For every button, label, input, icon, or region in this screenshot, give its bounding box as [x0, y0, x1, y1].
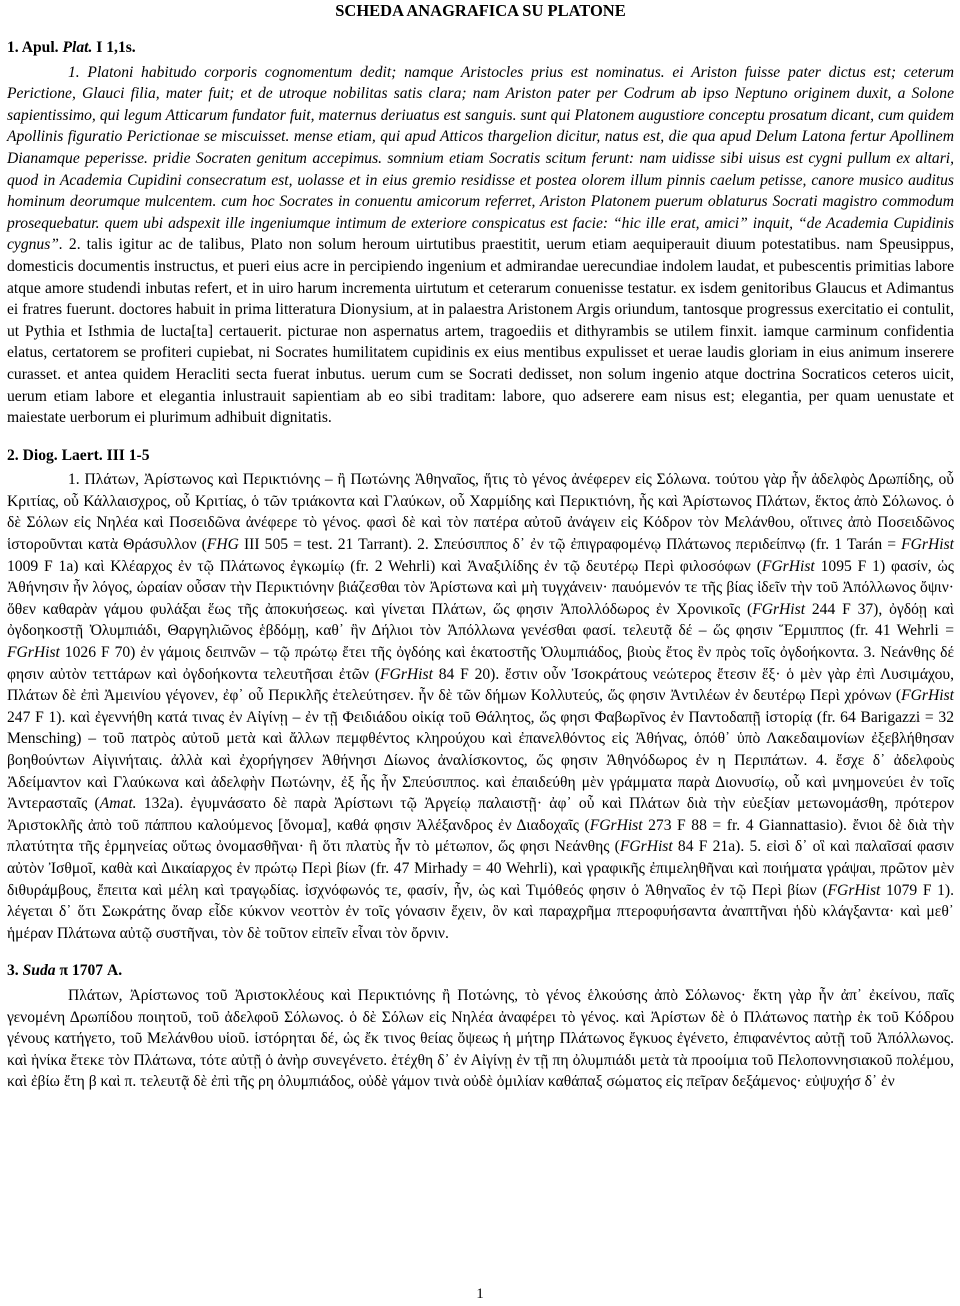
- apuleius-text-part-2: 2. talis igitur ac de talibus, Plato non solum heroum uirtutibus praestitit, uerum etiam aequiperauit diuum potestatibus. nam Speusippus, domesticis documentis instructus, et pueri eius acre in percipiendo ingenium et admirandae uerecundiae indolem laudat, et pubescentis primitias labore atque amore studendi inbutas refert, et in uiro harum incrementa uirtutum et ceterarum conuenisse testatur. ex isdem genitoribus Glaucus et Adimantus ei fratres fuerunt. doctores habuit in prima litteratura Dionysium, at in palaestra Aristonem Argis oriundum, tantosque progressus exercitatio ei contulit, ut Pythia et Isthmia de lucta[ta] certauerit. picturae non aspernatus artem, tragoediis et dithyrambis se utilem finxit. iamque carminum confidentia elatus, certatorem se profiteri cupiebat, ni Socrates humilitatem cupidinis ex eius mentibus expulisset et uerae laudis gloriam in eius animum inserere curasset. et antea quidem Heracliti secta fuerat inbutus. uerum cum se Socrati dedisset, non solum ingenio atque doctrina Socraticos ceteros uicit, uerum etiam labore et elegantia inlustrauit sapientiam ab eo sibi traditam: labore, quo adserere eam nisus est; elegantia, per quam uenustate et maiestate uerborum ei plurimum adhibuit dignitatis.: [7, 236, 954, 427]
- citation-italic: FGrHist: [589, 816, 643, 834]
- citation-italic: FGrHist: [380, 665, 433, 683]
- citation-italic: FHG: [206, 536, 239, 554]
- heading-reference: π 1707 A.: [59, 962, 123, 980]
- greek-run: 247 F 1). καὶ ἐγεννήθη κατά τινας ἐν Αἰγίνῃ – ἐν τῇ Φειδιάδου οἰκίᾳ τοῦ Θάλητος, ὥς φησι Φαβωρῖνος ἐν Παντοδαπῇ ἱστορίᾳ (fr. 64 Barigazzi = 32 Mensching) – τοῦ πατρὸς αὐτοῦ μετὰ καὶ ἄλλων πεμφθέντος κληρούχου καὶ ἐπανελθόντος εἰς Ἀθήνας, ὁπόθ᾽ ὑπὸ Λακεδαιμονίων ἐξεβλήθησαν βοηθούντων Αἰγινήταις. ἀλλὰ καὶ ἐχορήγησεν Ἀθήνησι Δίωνος ἀναλίσκοντος, ὥς φησιν Ἀθηνόδωρος ἐν η Περιπάτων. 4. ἔσχε δ᾽ ἀδελφοὺς Ἀδείμαντον καὶ Γλαύκωνα καὶ ἀδελφὴν Πωτώνην, ἐξ ἧς ἦν Σπεύσιππος. καὶ ἐπαιδεύθη μὲν γράμματα παρὰ Διονυσίῳ, οὗ καὶ μνημονεύει ἐν τοῖς Ἀντερασταῖς (: [7, 708, 954, 813]
- heading-number: 2. Diog. Laert.: [7, 446, 103, 464]
- diogenes-text: [7, 469, 954, 944]
- citation-italic: FGrHist: [761, 557, 815, 575]
- apuleius-text-part-1: 1. Platoni habitudo corporis cognomentum dedit; namque Aristocles prius est nominatus. ei Ariston fuisse pater dictus est; ceterum Perictione, Glauci filia, mater fuit; et de utroque nobilitas satis clara; nam Ariston pater per Codrum ab ipso Neptuno originem duxit, a Solone sapientissimo, qui legum Atticarum fundator fuit, maternus deriuatus est sanguis. sunt qui Platonem augustiore conceptu prosatum dicant, cum quidem Apollinis figuratio Perictionae se miscuisset. mense etiam, qui apud Atticos thargelion dicitur, natus est, die qua apud Delum Latona fertur Apollinem Dianamque peperisse. pridie Socraten genitum accepimus. somnium etiam Socratis scitum ferunt: nam uidisse sibi uisus est cygni pullum ex altari, quod in Academia Cupidini consecratum est, uolasse et in eius gremio residisse et postea olorem illum pinnis caelum petisse, canore musico auditus hominum deorumque mulcentem. cum hoc Socrates in conuentu amicorum referret, Ariston Platonem puerum oblaturus Socrati magistro commodum prosequebatur. quem ubi adspexit ille ingeniumque intimum de exteriore conspicatus est facie: “hic ille erat, amici” inquit, “de Academia Cupidinis cygnus”.: [7, 63, 954, 254]
- greek-run: 84 F 20). ἔστιν οὖν Ἰσοκράτους νεώτερος ἔτεσιν ἕξ· ὁ μὲν γὰρ ἐπὶ Λυσιμάχου, Πλάτων δὲ ἐπὶ Ἀμεινίου γέγονεν, ἐφ᾽ οὗ Περικλῆς ἐτελεύτησεν. ἦν δὲ τῶν δήμων Κολλυτεύς, ὥς φησιν Ἀντιλέων ἐν δευτέρῳ Περὶ χρόνων (: [7, 665, 955, 705]
- section-heading-apuleius: [7, 37, 954, 59]
- heading-number: 1. Apul.: [7, 39, 59, 56]
- greek-run: 84 F 21a). 5. εἰσὶ δ᾽ οἳ καὶ παλαῖσαί φασιν αὐτὸν Ἰσθμοῖ, καθὰ καὶ Δικαίαρχος ἐν πρώτῳ Περὶ βίων (fr. 47 Mirhady = 40 Wehrli), καὶ γραφικῆς ἐπιμεληθῆναι καὶ ποιήματα γράψαι, πρῶτον μὲν διθυράμβους, ἔπειτα καὶ μέλη καὶ τραγῳδίας. ἰσχνόφωνός τε, φασίν, ἦν, ὡς καὶ Τιμόθεός φησιν ὁ Ἀθηναῖος ἐν τῷ Περὶ βίων (: [7, 838, 954, 899]
- suda-text: Πλάτων, Ἀρίστωνος τοῦ Ἀριστοκλέους καὶ Περικτιόνης ἢ Ποτώνης, τὸ γένος ἑλκούσης ἀπὸ Σόλωνος· ἕκτη γὰρ ἦν ἀπ᾽ ἐκείνου, παῖς γενομένη Δρωπίδου ποιητοῦ, τοῦ ἀδελφοῦ Σόλωνος. ὁ δὲ Σόλων εἰς Νηλέα ἀναφέρει τὸ γένος. καὶ Ἀρίστων δὲ ὁ Πλάτωνος πατὴρ ἐκ τοῦ Κόδρου γένους κατήγετο, τοῦ Μελάνθου υἱοῦ. ἱστόρηται δέ, ὡς ἔκ τινος θείας ὄψεως ἡ μήτηρ Πλάτωνος ἔγκυος ἐγένετο, ἐπιφανέντος αὐτῇ τοῦ Ἀπόλλωνος. καὶ ἡνίκα ἔτεκε τὸν Πλάτωνα, τότε αὐτῇ ὁ ἀνὴρ συνεγένετο. ἐτέχθη δ᾽ ἐν Αἰγίνῃ ἐν τῇ πη ὀλυμπιάδι μετὰ τὰ προοίμια τοῦ Πελοποννησιακοῦ πολέμου, καὶ ἐβίω ἔτη β καὶ π. τελευτᾷ δὲ ἐπὶ τῆς ρη ὀλυμπιάδος, οὐδὲ γάμον τινὰ οὐδὲ ὁμιλίαν καθάπαξ σώματος εἰς πεῖραν δεξάμενος· εὐψυχήσ δ᾽ ἐν: [7, 986, 954, 1091]
- greek-run: 1079 F 1). λέγεται δ᾽ ὅτι Σωκράτης ὄναρ εἶδε κύκνον νεοττὸν ἐν τοῖς γόνασιν ἔχειν, ὃν καὶ παραχρῆμα πτεροφυήσαντα ἀναπτῆναι ἡδὺ κλάγξαντα· καὶ μεθ᾽ ἡμέραν Πλάτωνα αὐτῷ συστῆναι, τὸν δὲ τοῦτον εἰπεῖν εἶναι τὸν ὄρνιν.: [7, 881, 954, 942]
- greek-run: 244 F 37), ὀγδόῃ καὶ ὀγδοηκοστῇ Ὀλυμπιάδι, Θαργηλιῶνος ἑβδόμῃ, καθ᾽ ἣν Δήλιοι τὸν Ἀπόλλωνα γενέσθαι φασί. τελευτᾷ δέ – ὥς φησιν Ἕρμιππος (fr. 41 Wehrli =: [7, 600, 954, 640]
- greek-run: III 505 = test. 21 Tarrant). 2. Σπεύσιππος δ᾽ ἐν τῷ ἐπιγραφομένῳ Πλάτωνος περιδείπνῳ (fr. 1 Tarán =: [238, 536, 902, 554]
- greek-run: 1026 F 70) ἐν γάμοις δειπνῶν – τῷ πρώτῳ ἔτει τῆς ὀγδόης καὶ ἑκατοστῆς Ὀλυμπιάδος, βιοὺς ἔτος ἓν πρὸς τοῖς ὀγδοήκοντα. 3. Νεάνθης δέ φησιν αὐτὸν τεττάρων καὶ ὀγδοήκοντα τελευτῆσαι ἐτῶν (: [7, 644, 954, 683]
- heading-work: Plat.: [62, 39, 93, 56]
- section-heading-suda: [7, 960, 954, 982]
- apuleius-text: [7, 62, 954, 429]
- citation-italic: FGrHist: [752, 600, 806, 618]
- greek-run: 273 F 88 = fr. 4 Giannattasio). ἔνιοι δὲ διὰ τὴν πλατύτητα τῆς ἑρμηνείας οὕτως ὀνομασθῆναι· ἢ ὅτι πλατὺς ἦν τὸ μέτωπον, ὥς φησι Νεάνθης (: [7, 816, 954, 856]
- heading-reference: III 1-5: [106, 446, 150, 464]
- heading-reference: I 1,1s.: [96, 39, 136, 56]
- citation-italic: Amat.: [99, 795, 137, 813]
- heading-work: Suda: [22, 962, 56, 980]
- citation-italic: FGrHist: [901, 536, 954, 554]
- greek-run: 132a). ἐγυμνάσατο δὲ παρὰ Ἀρίστωνι τῷ Ἀργείῳ παλαιστῇ· ἀφ᾽ οὗ καὶ Πλάτων διὰ τὴν εὐεξίαν μετωνομάσθη, πρότερον Ἀριστοκλῆς ἀπὸ τοῦ πάππου καλούμενος [ὄνομα], καθά φησιν Ἀλέξανδρος ἐν Διαδοχαῖς (: [7, 795, 954, 834]
- citation-italic: FGrHist: [619, 838, 673, 856]
- greek-run: 1009 F 1a) καὶ Κλέαρχος ἐν τῷ Πλάτωνος ἐγκωμίῳ (fr. 2 Wehrli) καὶ Ἀναξιλίδης ἐν τῷ δευτέρῳ Περὶ φιλοσόφων (: [7, 557, 762, 575]
- page-number: 1: [476, 1286, 484, 1302]
- heading-number: 3.: [7, 962, 19, 980]
- document-title: SCHEDA ANAGRAFICA SU PLATONE: [335, 1, 626, 20]
- citation-italic: FGrHist: [7, 644, 60, 662]
- greek-run: 1. Πλάτων, Ἀρίστωνος καὶ Περικτιόνης – ἢ Πωτώνης Ἀθηναῖος, ἥτις τὸ γένος ἀνέφερεν εἰς Σόλωνα. τούτου γὰρ ἦν ἀδελφὸς Δρωπίδης, οὗ Κριτίας, οὗ Κάλλαισχρος, οὗ Κριτίας, ὁ τῶν τριάκοντα καὶ Γλαύκων, οὗ Χαρμίδης καὶ Περικτιόνη, ἧς καὶ Ἀρίστωνος Πλάτων, ἕκτος ἀπὸ Σόλωνος. ὁ δὲ Σόλων εἰς Νηλέα καὶ Ποσειδῶνα ἀνέφερε τὸ γένος. φασὶ δὲ καὶ τὸν πατέρα αὐτοῦ ἀνάγειν εἰς Κόδρον τὸν Μελάνθου, οἵτινες ἀπὸ Ποσειδῶνος ἱστοροῦνται κατὰ Θράσυλλον (: [7, 471, 954, 554]
- citation-italic: FGrHist: [901, 687, 954, 705]
- citation-italic: FGrHist: [827, 881, 881, 899]
- greek-run: 1095 F 1) φασίν, ὡς Ἀθήνησιν ἦν λόγος, ὡραίαν οὖσαν τὴν Περικτιόνην βιάζεσθαι τὸν Ἀρίστωνα καὶ μὴ τυγχάνειν· παυόμενόν τε τῆς βίας ἰδεῖν τὴν τοῦ Ἀπόλλωνος ὄψιν· ὅθεν καθαρὰν γάμου φυλάξαι ἕως τῆς ἀποκυήσεως. καὶ γίνεται Πλάτων, ὥς φησιν Ἀπολλόδωρος ἐν Χρονικοῖς (: [7, 557, 954, 618]
- section-heading-diogenes: [7, 445, 954, 467]
